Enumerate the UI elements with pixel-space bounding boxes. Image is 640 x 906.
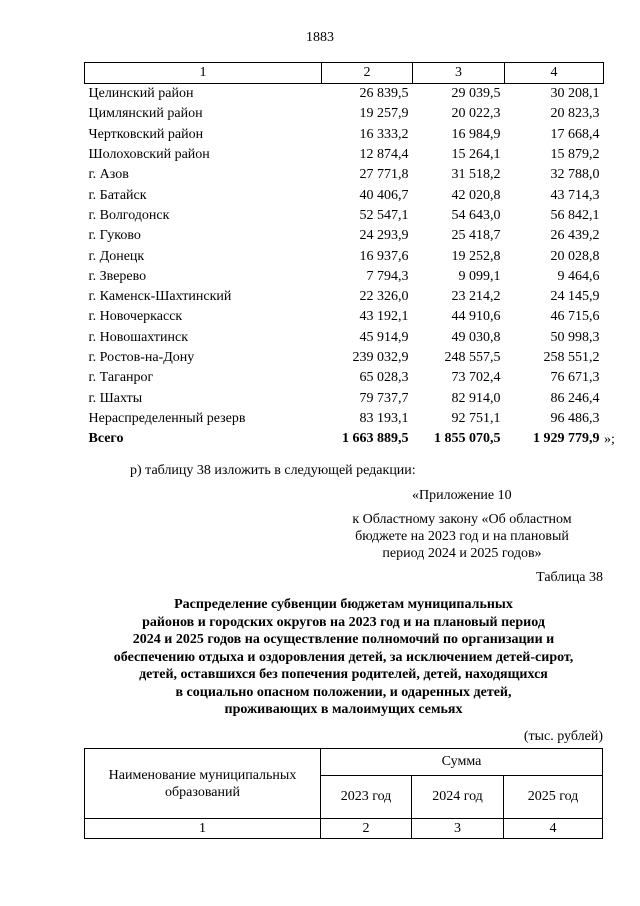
column-number: 4	[504, 819, 603, 839]
law-line: период 2024 и 2025 годов»	[382, 546, 542, 561]
value-2023: 7 794,3	[366, 268, 409, 284]
municipality-name: г. Шахты	[88, 390, 143, 406]
municipality-name: Чертковский район	[88, 126, 204, 142]
page-number: 1883	[306, 30, 334, 45]
name-header-line: Наименование муниципальных	[108, 767, 297, 783]
appendix-title: «Приложение 10	[412, 488, 512, 503]
closing-quote-mark: »;	[604, 432, 615, 447]
value-2023: 16 937,6	[359, 248, 409, 264]
column-number: 3	[413, 63, 505, 84]
heading-line: районов и городских округов на 2023 год и на плановый период	[142, 614, 545, 630]
value-2025: 26 439,2	[550, 228, 600, 244]
value-2023: 52 547,1	[359, 207, 409, 223]
total-2023: 1 663 889,5	[342, 431, 409, 447]
value-2025: 86 246,4	[550, 390, 600, 406]
table-row	[85, 145, 604, 165]
table-row	[85, 267, 604, 287]
municipality-name: г. Волгодонск	[88, 207, 170, 223]
column-number-row	[85, 63, 604, 84]
value-2023: 26 839,5	[359, 86, 409, 102]
table-row	[85, 307, 604, 327]
table-row	[85, 409, 604, 429]
total-row	[85, 429, 604, 449]
value-2024: 82 914,0	[451, 390, 501, 406]
value-2024: 15 264,1	[451, 147, 501, 163]
value-2023: 65 028,3	[359, 370, 409, 386]
value-2023: 19 257,9	[359, 106, 409, 122]
value-2025: 56 842,1	[550, 207, 600, 223]
column-number: 1	[85, 63, 322, 84]
value-2025: 9 464,6	[557, 268, 600, 284]
amendment-paragraph: р) таблицу 38 изложить в следующей редакции:	[130, 463, 416, 478]
value-2024: 9 099,1	[458, 268, 501, 284]
municipality-name: г. Гуково	[88, 228, 141, 244]
table-body	[85, 84, 604, 430]
municipality-name: г. Зверево	[88, 268, 147, 284]
sum-header: Сумма	[321, 749, 603, 776]
value-2025: 46 715,6	[550, 309, 600, 325]
value-2025: 20 028,8	[550, 248, 600, 264]
year-header-2024: 2024 год	[412, 776, 504, 819]
table-row	[85, 368, 604, 388]
value-2023: 27 771,8	[359, 167, 409, 183]
column-number: 1	[85, 819, 321, 839]
units-label: (тыс. рублей)	[523, 729, 603, 744]
table-38-header	[84, 748, 603, 839]
total-2025: 1 929 779,9	[533, 431, 600, 447]
total-2024: 1 855 070,5	[434, 431, 501, 447]
table-heading	[84, 596, 603, 719]
value-2024: 73 702,4	[451, 370, 501, 386]
municipality-name: г. Таганрог	[88, 370, 154, 386]
value-2025: 15 879,2	[550, 147, 600, 163]
table-row	[85, 185, 604, 205]
value-2024: 23 214,2	[451, 289, 501, 305]
municipality-name: г. Каменск-Шахтинский	[88, 289, 232, 305]
value-2023: 45 914,9	[359, 329, 409, 345]
municipality-name: г. Новочеркасск	[88, 309, 183, 325]
value-2025: 50 998,3	[550, 329, 600, 345]
year-header-2023: 2023 год	[321, 776, 412, 819]
value-2023: 79 737,7	[359, 390, 409, 406]
table-row	[85, 125, 604, 145]
table-number: Таблица 38	[536, 570, 603, 585]
value-2025: 20 823,3	[550, 106, 600, 122]
municipality-name: г. Донецк	[88, 248, 145, 264]
municipality-name: Шолоховский район	[88, 147, 210, 163]
heading-line: проживающих в малоимущих семьях	[224, 702, 463, 717]
value-2025: 258 551,2	[543, 350, 600, 365]
value-2024: 92 751,1	[451, 410, 501, 426]
heading-line: в социально опасном положении, и одаренных детей,	[175, 684, 512, 700]
table-row	[85, 226, 604, 246]
value-2025: 17 668,4	[550, 126, 600, 142]
table-row	[85, 328, 604, 348]
value-2024: 54 643,0	[451, 207, 501, 223]
value-2024: 29 039,5	[451, 86, 501, 102]
table-row	[85, 348, 604, 368]
municipality-name: Нераспределенный резерв	[88, 410, 246, 426]
total-label: Всего	[88, 431, 124, 447]
table-row	[85, 104, 604, 124]
column-number: 4	[505, 63, 604, 84]
table-row	[85, 206, 604, 226]
value-2024: 248 557,5	[444, 350, 501, 365]
law-line: к Областному закону «Об областном	[352, 512, 572, 527]
value-2024: 19 252,8	[451, 248, 501, 264]
column-number: 2	[321, 819, 412, 839]
value-2024: 42 020,8	[451, 187, 501, 203]
heading-line: 2024 и 2025 годов на осуществление полномочий по организации и	[132, 632, 555, 647]
value-2025: 24 145,9	[550, 289, 600, 305]
year-header-2025: 2025 год	[504, 776, 603, 819]
heading-line: детей, оставшихся без попечения родителей, детей, находящихся	[139, 667, 548, 682]
law-line: бюджете на 2023 год и на плановый	[355, 529, 569, 544]
value-2023: 239 032,9	[352, 350, 409, 365]
appendix-law-reference	[330, 511, 594, 562]
table-row	[85, 388, 604, 408]
value-2024: 25 418,7	[451, 228, 501, 244]
value-2025: 32 788,0	[550, 167, 600, 183]
value-2024: 49 030,8	[451, 329, 501, 345]
heading-line: обеспечению отдыха и оздоровления детей, за исключением детей-сирот,	[113, 649, 574, 665]
table-row	[85, 246, 604, 266]
value-2024: 31 518,2	[451, 167, 501, 183]
table-row	[85, 287, 604, 307]
name-header-line: образований	[165, 784, 240, 800]
value-2023: 83 193,1	[359, 410, 409, 426]
table-row	[85, 165, 604, 185]
municipality-name: г. Новошахтинск	[88, 329, 189, 345]
value-2023: 12 874,4	[359, 147, 409, 163]
value-2025: 96 486,3	[550, 410, 600, 426]
value-2023: 24 293,9	[359, 228, 409, 244]
value-2025: 43 714,3	[550, 187, 600, 203]
value-2023: 22 326,0	[359, 289, 409, 305]
municipality-name: г. Ростов-на-Дону	[88, 350, 195, 365]
value-2024: 44 910,6	[451, 309, 501, 325]
value-2025: 30 208,1	[550, 86, 600, 102]
value-2024: 16 984,9	[451, 126, 501, 142]
value-2023: 40 406,7	[359, 187, 409, 203]
value-2024: 20 022,3	[451, 106, 501, 122]
heading-line: Распределение субвенции бюджетам муниципальных	[174, 597, 513, 612]
table-row	[85, 84, 604, 105]
column-number: 2	[322, 63, 413, 84]
column-number: 3	[412, 819, 504, 839]
value-2023: 16 333,2	[359, 126, 409, 142]
value-2023: 43 192,1	[359, 309, 409, 325]
municipality-name: Целинский район	[88, 86, 194, 102]
distribution-table-continued	[84, 62, 604, 449]
name-column-header	[85, 749, 321, 819]
municipality-name: Цимлянский район	[88, 106, 203, 122]
value-2025: 76 671,3	[550, 370, 600, 386]
municipality-name: г. Батайск	[88, 187, 147, 203]
municipality-name: г. Азов	[88, 167, 129, 183]
